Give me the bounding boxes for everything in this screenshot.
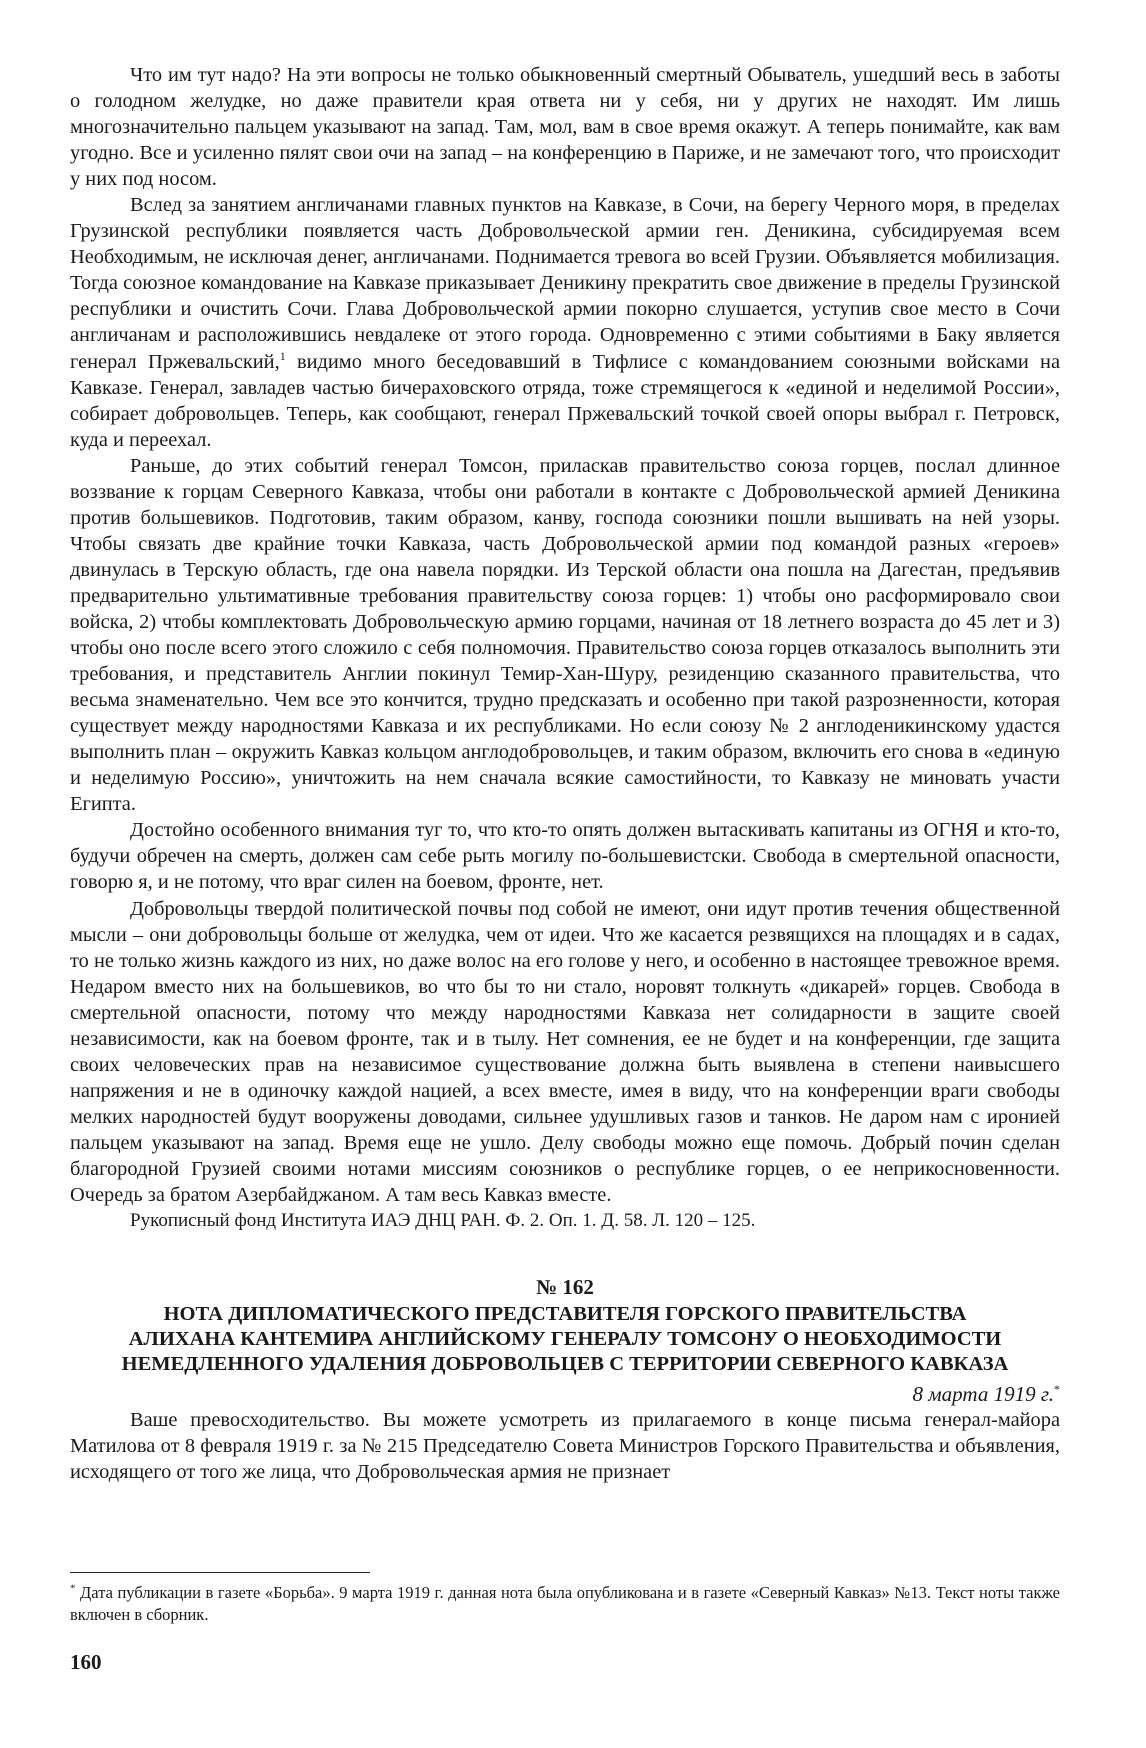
paragraph <box>70 192 1060 452</box>
date-text: 8 марта 1919 г. <box>912 1382 1054 1407</box>
page-number: 160 <box>70 1650 102 1674</box>
footnote <box>70 1582 1060 1626</box>
footnote-mark: * <box>70 1582 76 1595</box>
paragraph-part: видимо много беседовавший в Тифлисе с командованием союзными войсками на Кавказе. Генерал, завладев частью бичераховского отряда, тоже стремящегося к «единой и неделимой России», собирает добровольцев. Теперь, как сообщают, генерал Пржевальский точкой своей опоры выбрал г. Петровск, куда и переехал. <box>70 350 1060 451</box>
date-footnote-mark: * <box>1054 1382 1060 1397</box>
paragraph: Ваше превосходительство. Вы можете усмотреть из прилагаемого в конце письма генерал-майора Матилова от 8 февраля 1919 г. за № 215 Председателю Совета Министров Горского Правительства и объявления, исходящего от того же лица, что Добровольческая армия не признает <box>70 1409 1060 1484</box>
paragraph: Достойно особенного внимания туг то, что кто-то опять должен вытаскивать капитаны из ОГНЯ и кто-то, будучи обречен на смерть, должен сам себе рыть могилу по-большевистски. Свобода в смертельной опасности, говорю я, и не потому, что враг силен на боевом, фронте, нет. <box>70 819 1060 894</box>
document-date <box>70 1381 1060 1407</box>
paragraph: Что им тут надо? На эти вопросы не только обыкновенный смертный Обыватель, ушедший весь в заботы о голодном желудке, но даже правители края ответа ни у себя, ни у других не находят. Им лишь многозначительно пальцем указывают на запад. Там, мол, вам в свое время окажут. А теперь понимайте, как вам угодно. Все и усиленно пялят свои очи на запад – на конференцию в Париже, и не замечают того, что происходит у них под носом. <box>70 64 1060 191</box>
document-number: № 162 <box>536 1275 594 1300</box>
footnote-ref: 1 <box>279 348 286 363</box>
main-text <box>70 62 1060 1485</box>
paragraph: Раньше, до этих событий генерал Томсон, приласкав правительство союза горцев, послал длинное воззвание к горцам Северного Кавказа, чтобы они работали в контакте с Добровольческой армией Деникина против большевиков. Подготовив, таким образом, канву, господа союзники пошли вышивать на ней узоры. Чтобы связать две крайние точки Кавказа, часть Добровольческой армии под командой разных «героев» двинулась в Терскую область, где она навела порядки. Из Терской области она пошла на Дагестан, предъявив предварительно ультимативные требования правительству союза горцев: 1) чтобы оно расформировало свои войска, 2) чтобы комплектовать Добровольческую армию горцами, начиная от 18 летнего возраста до 45 лет и 3) чтобы оно после всего этого сложило с себя полномочия. Правительство союза горцев отказалось выполнить эти требования, и представитель Англии покинул Темир-Хан-Шуру, резиденцию сказанного правительства, что весьма знаменательно. Чем все это кончится, трудно предсказать и особенно при такой разрозненности, которая существует между народностями Кавказа и их республиками. Но если союзу № 2 англоденикинскому удастся выполнить план – окружить Кавказ кольцом англодобровольцев, и таким образом, включить его снова в «единую и неделимую Россию», уничтожить на нем сначала всякие самостийности, то Кавказу не миновать участи Египта. <box>70 454 1060 816</box>
paragraph: Добровольцы твердой политической почвы под собой не имеют, они идут против течения общественной мысли – они добровольцы больше от желудка, чем от идеи. Что же касается резвящихся на площадях и в садах, то не только жизнь каждого из них, но даже волос на его голове у него, и особенно в настоящее тревожное время. Недаром вместо них на большевиков, во что бы то ни стало, норовят толкнуть «дикарей» горцев. Свобода в смертельной опасности, потому что между народностями Кавказа нет солидарности в защите своей независимости, как на боевом фронте, так и в тылу. Нет сомнения, ее не будет и на конференции, где защита своих человеческих прав на независимое существование должна быть выявлена в степени наивысшего напряжения и не в одиночку каждой нацией, а всех вместе, имея в виду, что на конференции враги свободы мелких народностей будут вооружены доводами, сильнее удушливых газов и танков. Не даром нам с иронией пальцем указывают на запад. Время еще не ушло. Делу свободы можно еще помочь. Добрый почин сделан благородной Грузией своими нотами миссиям союзников о республике горцев, о ее неприкосновенности. Очередь за братом Азербайджаном. А там весь Кавказ вместе. <box>70 897 1060 1207</box>
footnote-text: Дата публикации в газете «Борьба». 9 марта 1919 г. данная нота была опубликована и в газете «Северный Кавказ» №13. Текст ноты также включен в сборник. <box>70 1583 1060 1624</box>
footnote-divider <box>70 1572 370 1573</box>
document-title: НОТА ДИПЛОМАТИЧЕСКОГО ПРЕДСТАВИТЕЛЯ ГОРСКОГО ПРАВИТЕЛЬСТВА АЛИХАНА КАНТЕМИРА АНГЛИЙСКОМУ ГЕНЕРАЛУ ТОМСОНУ О НЕОБХОДИМОСТИ НЕМЕДЛЕННОГО УДАЛЕНИЯ ДОБРОВОЛЬЦЕВ С ТЕРРИТОРИИ СЕВЕРНОГО КАВКАЗА <box>121 1303 1009 1376</box>
paragraph-part: Вслед за занятием англичанами главных пунктов на Кавказе, в Сочи, на берегу Черного моря, в пределах Грузинской республики появляется часть Добровольческой армии ген. Деникина, субсидируемая всем Необходимым, не исключая денег, англичанами. Поднимается тревога во всей Грузии. Объявляется мобилизация. Тогда союзное командование на Кавказе приказывает Деникину прекратить свое движение в пределы Грузинской республики и очистить Сочи. Глава Добровольческой армии покорно слушается, уступив свое место в Сочи англичанам и расположившись невдалеке от этого города. Одновременно с этими событиями в Баку является генерал Пржевальский, <box>70 194 1060 373</box>
archive-source: Рукописный фонд Института ИАЭ ДНЦ РАН. Ф. 2. Оп. 1. Д. 58. Л. 120 – 125. <box>130 1210 756 1232</box>
